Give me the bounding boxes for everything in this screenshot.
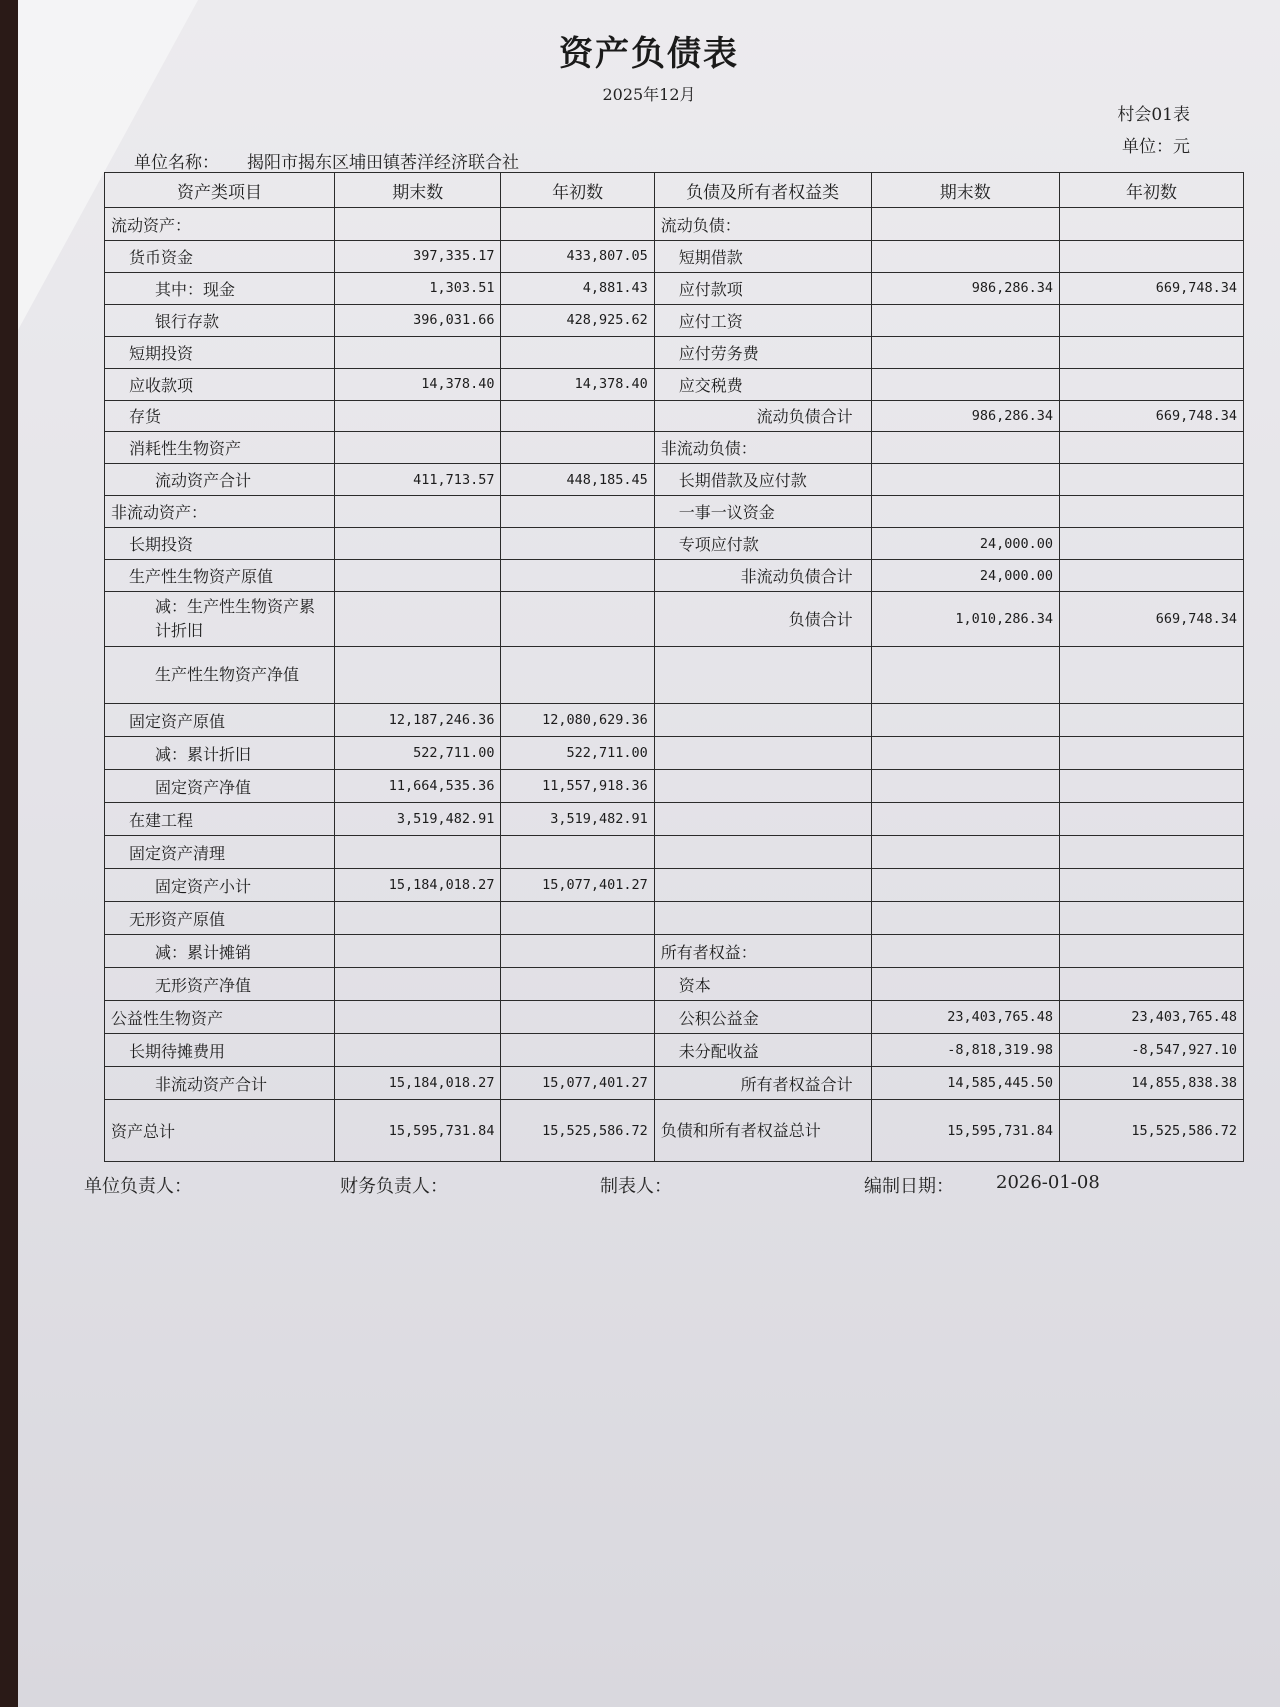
asset-item: 消耗性生物资产 bbox=[105, 432, 335, 464]
asset-item: 固定资产原值 bbox=[105, 704, 335, 737]
liability-begin-value bbox=[1059, 968, 1243, 1001]
preparer-label: 制表人： bbox=[600, 1176, 672, 1197]
asset-end-value: 396,031.66 bbox=[334, 304, 500, 336]
asset-item: 货币资金 bbox=[105, 241, 335, 273]
liability-end-value bbox=[871, 208, 1059, 241]
liability-item bbox=[654, 869, 871, 902]
asset-item: 流动资产合计 bbox=[105, 464, 335, 496]
asset-end-value bbox=[334, 560, 500, 592]
table-row bbox=[105, 1067, 1244, 1100]
liability-begin-value bbox=[1059, 646, 1243, 703]
finance-head-label: 财务负责人： bbox=[340, 1176, 448, 1197]
liability-end-value bbox=[871, 968, 1059, 1001]
asset-begin-value bbox=[501, 1001, 654, 1034]
asset-item: 固定资产净值 bbox=[105, 770, 335, 803]
asset-item: 短期投资 bbox=[105, 336, 335, 368]
table-row bbox=[105, 770, 1244, 803]
liability-end-value bbox=[871, 432, 1059, 464]
liability-item: 应交税费 bbox=[654, 368, 871, 400]
asset-begin-value: 522,711.00 bbox=[501, 737, 654, 770]
liability-begin-value bbox=[1059, 935, 1243, 968]
liability-item bbox=[654, 803, 871, 836]
table-row bbox=[105, 496, 1244, 528]
asset-end-value: 411,713.57 bbox=[334, 464, 500, 496]
asset-item: 资产总计 bbox=[105, 1100, 335, 1162]
liability-end-value bbox=[871, 646, 1059, 703]
liability-begin-value bbox=[1059, 560, 1243, 592]
balance-sheet-table bbox=[104, 172, 1244, 1162]
liability-item: 负债合计 bbox=[654, 591, 871, 646]
asset-end-value bbox=[334, 646, 500, 703]
asset-end-value: 15,595,731.84 bbox=[334, 1100, 500, 1162]
asset-end-value: 15,184,018.27 bbox=[334, 869, 500, 902]
unit-head-label: 单位负责人： bbox=[84, 1176, 192, 1197]
liability-begin-value: 14,855,838.38 bbox=[1059, 1067, 1243, 1100]
asset-begin-value: 15,525,586.72 bbox=[501, 1100, 654, 1162]
liability-begin-value: -8,547,927.10 bbox=[1059, 1034, 1243, 1067]
asset-item: 流动资产： bbox=[105, 208, 335, 241]
asset-end-value bbox=[334, 935, 500, 968]
asset-begin-value bbox=[501, 836, 654, 869]
table-row bbox=[105, 803, 1244, 836]
asset-begin-value: 14,378.40 bbox=[501, 368, 654, 400]
asset-begin-value bbox=[501, 432, 654, 464]
liability-begin-value bbox=[1059, 208, 1243, 241]
organization-name: 揭阳市揭东区埔田镇莕洋经济联合社 bbox=[247, 153, 519, 173]
liability-end-value bbox=[871, 704, 1059, 737]
asset-begin-value bbox=[501, 496, 654, 528]
asset-end-value bbox=[334, 968, 500, 1001]
liability-begin-value bbox=[1059, 836, 1243, 869]
asset-begin-value: 4,881.43 bbox=[501, 272, 654, 304]
liability-item: 流动负债合计 bbox=[654, 400, 871, 432]
asset-end-value: 3,519,482.91 bbox=[334, 803, 500, 836]
liability-begin-value bbox=[1059, 737, 1243, 770]
liability-item: 所有者权益合计 bbox=[654, 1067, 871, 1100]
asset-begin-value bbox=[501, 902, 654, 935]
liability-item: 专项应付款 bbox=[654, 528, 871, 560]
table-row bbox=[105, 704, 1244, 737]
header-liability-items: 负债及所有者权益类 bbox=[654, 173, 871, 208]
liability-begin-value bbox=[1059, 803, 1243, 836]
asset-begin-value bbox=[501, 560, 654, 592]
asset-end-value bbox=[334, 496, 500, 528]
liability-item bbox=[654, 770, 871, 803]
asset-end-value: 15,184,018.27 bbox=[334, 1067, 500, 1100]
liability-item: 非流动负债合计 bbox=[654, 560, 871, 592]
asset-begin-value bbox=[501, 646, 654, 703]
liability-begin-value bbox=[1059, 770, 1243, 803]
liability-begin-value bbox=[1059, 869, 1243, 902]
liability-begin-value bbox=[1059, 528, 1243, 560]
liability-end-value bbox=[871, 836, 1059, 869]
table-row bbox=[105, 968, 1244, 1001]
table-row bbox=[105, 1001, 1244, 1034]
liability-begin-value bbox=[1059, 496, 1243, 528]
table-row bbox=[105, 304, 1244, 336]
liability-end-value: 24,000.00 bbox=[871, 560, 1059, 592]
table-row bbox=[105, 902, 1244, 935]
asset-item: 固定资产清理 bbox=[105, 836, 335, 869]
liability-end-value bbox=[871, 935, 1059, 968]
liability-item: 一事一议资金 bbox=[654, 496, 871, 528]
asset-begin-value: 433,807.05 bbox=[501, 241, 654, 273]
asset-item: 在建工程 bbox=[105, 803, 335, 836]
table-row bbox=[105, 560, 1244, 592]
liability-begin-value: 15,525,586.72 bbox=[1059, 1100, 1243, 1162]
organization bbox=[134, 148, 519, 173]
liability-item: 所有者权益： bbox=[654, 935, 871, 968]
table-row bbox=[105, 336, 1244, 368]
asset-item: 应收款项 bbox=[105, 368, 335, 400]
asset-begin-value: 448,185.45 bbox=[501, 464, 654, 496]
liability-item: 未分配收益 bbox=[654, 1034, 871, 1067]
asset-item: 减：生产性生物资产累计折旧 bbox=[105, 591, 335, 646]
table-row bbox=[105, 869, 1244, 902]
document-paper bbox=[18, 0, 1280, 1707]
asset-item: 减：累计折旧 bbox=[105, 737, 335, 770]
asset-item: 公益性生物资产 bbox=[105, 1001, 335, 1034]
asset-item: 长期投资 bbox=[105, 528, 335, 560]
document-title: 资产负债表 bbox=[559, 34, 739, 74]
liability-begin-value bbox=[1059, 368, 1243, 400]
liability-end-value bbox=[871, 464, 1059, 496]
table-row bbox=[105, 464, 1244, 496]
liability-item: 负债和所有者权益总计 bbox=[654, 1100, 871, 1162]
asset-end-value bbox=[334, 336, 500, 368]
liability-begin-value bbox=[1059, 704, 1243, 737]
liability-item: 资本 bbox=[654, 968, 871, 1001]
asset-begin-value: 428,925.62 bbox=[501, 304, 654, 336]
liability-end-value bbox=[871, 770, 1059, 803]
liability-item bbox=[654, 737, 871, 770]
asset-end-value bbox=[334, 208, 500, 241]
header-liability-end: 期末数 bbox=[871, 173, 1059, 208]
asset-end-value bbox=[334, 902, 500, 935]
liability-end-value: 23,403,765.48 bbox=[871, 1001, 1059, 1034]
liability-item: 公积公益金 bbox=[654, 1001, 871, 1034]
table-row bbox=[105, 400, 1244, 432]
asset-item: 长期待摊费用 bbox=[105, 1034, 335, 1067]
asset-end-value: 14,378.40 bbox=[334, 368, 500, 400]
liability-end-value: 1,010,286.34 bbox=[871, 591, 1059, 646]
table-row bbox=[105, 935, 1244, 968]
liability-item: 应付劳务费 bbox=[654, 336, 871, 368]
asset-item: 无形资产原值 bbox=[105, 902, 335, 935]
liability-item bbox=[654, 836, 871, 869]
table-row bbox=[105, 528, 1244, 560]
table-row bbox=[105, 241, 1244, 273]
asset-item: 非流动资产合计 bbox=[105, 1067, 335, 1100]
liability-begin-value bbox=[1059, 304, 1243, 336]
asset-end-value bbox=[334, 591, 500, 646]
asset-end-value bbox=[334, 836, 500, 869]
asset-begin-value bbox=[501, 528, 654, 560]
liability-end-value bbox=[871, 902, 1059, 935]
table-row bbox=[105, 208, 1244, 241]
asset-item: 固定资产小计 bbox=[105, 869, 335, 902]
table-header-row bbox=[105, 173, 1244, 208]
liability-end-value: 24,000.00 bbox=[871, 528, 1059, 560]
liability-end-value bbox=[871, 496, 1059, 528]
liability-end-value bbox=[871, 869, 1059, 902]
asset-begin-value bbox=[501, 1034, 654, 1067]
liability-item: 应付款项 bbox=[654, 272, 871, 304]
liability-begin-value bbox=[1059, 464, 1243, 496]
table-row bbox=[105, 272, 1244, 304]
liability-item: 短期借款 bbox=[654, 241, 871, 273]
date-label: 编制日期： bbox=[864, 1176, 954, 1197]
liability-begin-value: 669,748.34 bbox=[1059, 591, 1243, 646]
header-asset-begin: 年初数 bbox=[501, 173, 654, 208]
header-asset-end: 期末数 bbox=[334, 173, 500, 208]
asset-begin-value: 15,077,401.27 bbox=[501, 869, 654, 902]
asset-item: 存货 bbox=[105, 400, 335, 432]
liability-end-value: 986,286.34 bbox=[871, 400, 1059, 432]
liability-begin-value: 669,748.34 bbox=[1059, 272, 1243, 304]
date-value: 2026-01-08 bbox=[996, 1172, 1100, 1193]
table-row bbox=[105, 368, 1244, 400]
table-row bbox=[105, 646, 1244, 703]
asset-end-value: 11,664,535.36 bbox=[334, 770, 500, 803]
liability-item bbox=[654, 704, 871, 737]
report-period: 2025年12月 bbox=[602, 85, 696, 104]
liability-begin-value bbox=[1059, 241, 1243, 273]
asset-end-value bbox=[334, 528, 500, 560]
asset-item: 减：累计摊销 bbox=[105, 935, 335, 968]
liability-begin-value: 669,748.34 bbox=[1059, 400, 1243, 432]
asset-begin-value bbox=[501, 591, 654, 646]
table-row bbox=[105, 1100, 1244, 1162]
liability-item: 应付工资 bbox=[654, 304, 871, 336]
liability-end-value: -8,818,319.98 bbox=[871, 1034, 1059, 1067]
liability-end-value bbox=[871, 241, 1059, 273]
asset-begin-value: 11,557,918.36 bbox=[501, 770, 654, 803]
liability-end-value bbox=[871, 737, 1059, 770]
liability-begin-value: 23,403,765.48 bbox=[1059, 1001, 1243, 1034]
liability-begin-value bbox=[1059, 336, 1243, 368]
asset-begin-value bbox=[501, 400, 654, 432]
asset-end-value bbox=[334, 1034, 500, 1067]
asset-end-value: 1,303.51 bbox=[334, 272, 500, 304]
liability-item: 流动负债： bbox=[654, 208, 871, 241]
asset-begin-value: 15,077,401.27 bbox=[501, 1067, 654, 1100]
liability-end-value: 986,286.34 bbox=[871, 272, 1059, 304]
asset-begin-value bbox=[501, 336, 654, 368]
asset-end-value bbox=[334, 432, 500, 464]
asset-item: 非流动资产： bbox=[105, 496, 335, 528]
liability-end-value bbox=[871, 368, 1059, 400]
table-row bbox=[105, 836, 1244, 869]
header-asset-items: 资产类项目 bbox=[105, 173, 335, 208]
asset-end-value: 522,711.00 bbox=[334, 737, 500, 770]
table-row bbox=[105, 591, 1244, 646]
form-number: 村会01表 bbox=[1117, 105, 1190, 125]
liability-begin-value bbox=[1059, 432, 1243, 464]
asset-end-value: 397,335.17 bbox=[334, 241, 500, 273]
asset-end-value: 12,187,246.36 bbox=[334, 704, 500, 737]
asset-item: 银行存款 bbox=[105, 304, 335, 336]
asset-item: 无形资产净值 bbox=[105, 968, 335, 1001]
liability-end-value bbox=[871, 803, 1059, 836]
asset-begin-value bbox=[501, 935, 654, 968]
table-row bbox=[105, 1034, 1244, 1067]
organization-label: 单位名称： bbox=[134, 153, 219, 173]
liability-end-value: 15,595,731.84 bbox=[871, 1100, 1059, 1162]
liability-item: 非流动负债： bbox=[654, 432, 871, 464]
asset-item: 生产性生物资产净值 bbox=[105, 646, 335, 703]
liability-end-value bbox=[871, 304, 1059, 336]
header-liability-begin: 年初数 bbox=[1059, 173, 1243, 208]
asset-item: 生产性生物资产原值 bbox=[105, 560, 335, 592]
liability-item bbox=[654, 902, 871, 935]
liability-begin-value bbox=[1059, 902, 1243, 935]
asset-begin-value: 3,519,482.91 bbox=[501, 803, 654, 836]
liability-end-value: 14,585,445.50 bbox=[871, 1067, 1059, 1100]
asset-begin-value bbox=[501, 208, 654, 241]
liability-end-value bbox=[871, 336, 1059, 368]
asset-end-value bbox=[334, 1001, 500, 1034]
table-row bbox=[105, 432, 1244, 464]
asset-begin-value: 12,080,629.36 bbox=[501, 704, 654, 737]
asset-begin-value bbox=[501, 968, 654, 1001]
table-row bbox=[105, 737, 1244, 770]
liability-item bbox=[654, 646, 871, 703]
asset-end-value bbox=[334, 400, 500, 432]
asset-item: 其中：现金 bbox=[105, 272, 335, 304]
currency-unit: 单位：元 bbox=[1122, 137, 1190, 157]
liability-item: 长期借款及应付款 bbox=[654, 464, 871, 496]
